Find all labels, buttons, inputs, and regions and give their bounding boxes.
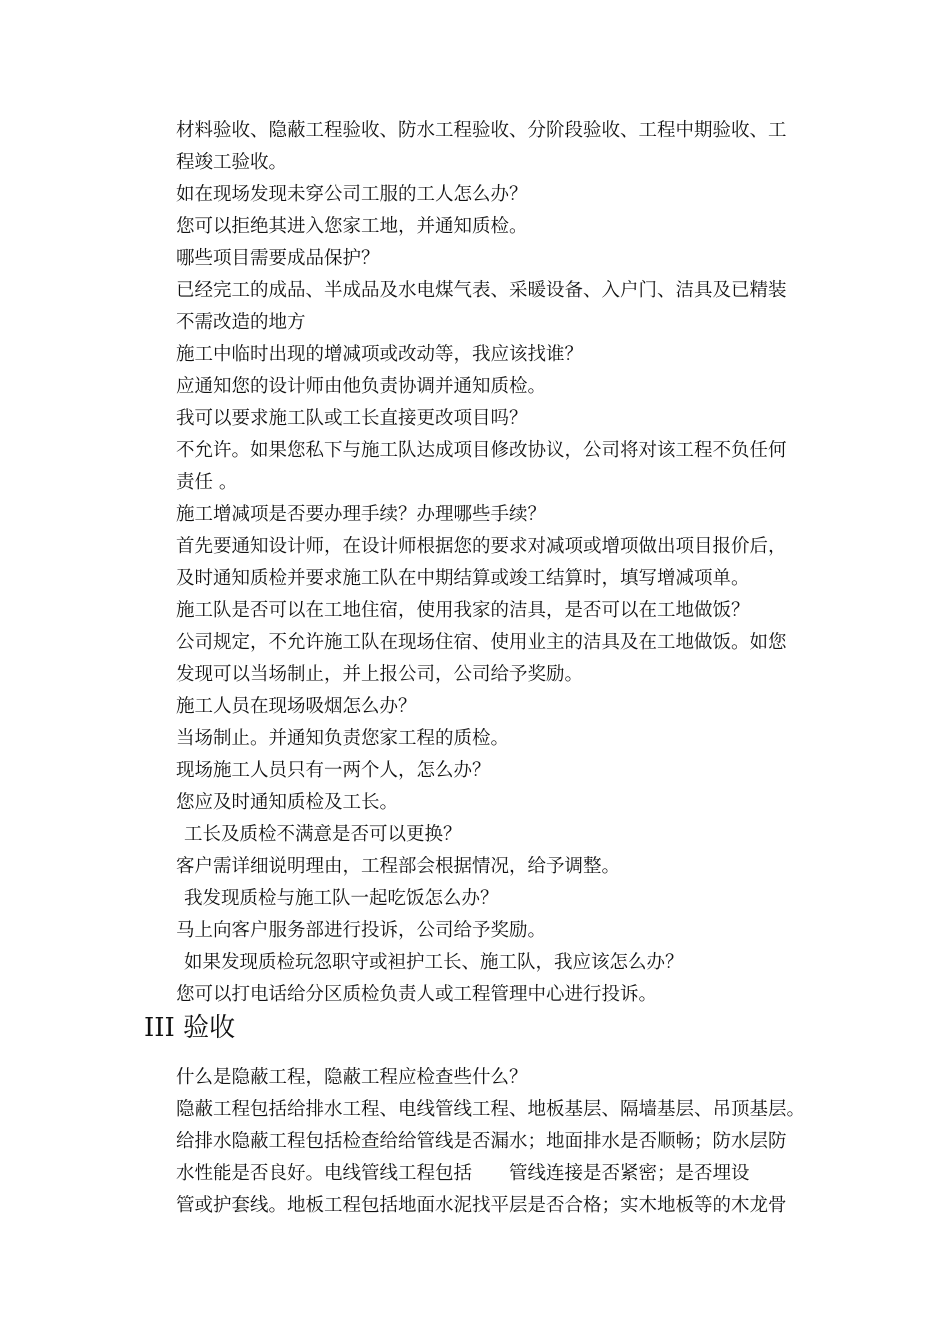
question-line: 什么是隐蔽工程，隐蔽工程应检查些什么？ [176, 1067, 528, 1088]
question-line: 我可以要求施工队或工长直接更改项目吗？ [176, 408, 528, 429]
answer-line: 您应及时通知质检及工长。 [176, 792, 399, 813]
answer-line: 已经完工的成品、半成品及水电煤气表、采暖设备、入户门、洁具及已精装 [176, 280, 787, 301]
question-line: 如在现场发现未穿公司工服的工人怎么办？ [176, 184, 528, 205]
question-line: 施工队是否可以在工地住宿，使用我家的洁具，是否可以在工地做饭？ [176, 600, 750, 621]
faq-section [176, 115, 826, 1011]
answer-line: 首先要通知设计师，在设计师根据您的要求对减项或增项做出项目报价后， [176, 536, 787, 557]
answer-line: 当场制止。并通知负责您家工程的质检。 [176, 728, 510, 749]
text-line: 隐蔽工程包括给排水工程、电线管线工程、地板基层、隔墙基层、吊顶基层。 [176, 1099, 806, 1120]
text-line: 给排水隐蔽工程包括检查给给管线是否漏水；地面排水是否顺畅；防水层防 [176, 1131, 787, 1152]
text-line: 水性能是否良好。电线管线工程包括 管线连接是否紧密；是否埋设 [176, 1163, 750, 1184]
question-line: 哪些项目需要成品保护？ [176, 248, 380, 269]
question-line: 施工增减项是否要办理手续？办理哪些手续？ [176, 504, 547, 525]
question-line: 我发现质检与施工队一起吃饭怎么办？ [184, 888, 499, 909]
answer-line: 发现可以当场制止，并上报公司，公司给予奖励。 [176, 664, 584, 685]
text-line: 材料验收、隐蔽工程验收、防水工程验收、分阶段验收、工程中期验收、工 [176, 120, 787, 141]
question-line: 工长及质检不满意是否可以更换？ [184, 824, 462, 845]
answer-line: 责任 。 [176, 472, 238, 493]
text-line: 管或护套线。地板工程包括地面水泥找平层是否合格；实木地板等的木龙骨 [176, 1195, 787, 1216]
text-line: 程竣工验收。 [176, 152, 288, 173]
answer-line: 您可以拒绝其进入您家工地，并通知质检。 [176, 216, 528, 237]
answer-line: 不需改造的地方 [176, 312, 306, 333]
section-heading: III 验收 [144, 1013, 236, 1043]
answer-line: 不允许。如果您私下与施工队达成项目修改协议，公司将对该工程不负任何 [176, 440, 787, 461]
answer-line: 马上向客户服务部进行投诉，公司给予奖励。 [176, 920, 547, 941]
inspection-section [176, 1062, 826, 1222]
answer-line: 公司规定，不允许施工队在现场住宿、使用业主的洁具及在工地做饭。如您 [176, 632, 787, 653]
answer-line: 客户需详细说明理由，工程部会根据情况，给予调整。 [176, 856, 621, 877]
question-line: 如果发现质检玩忽职守或袒护工长、施工队，我应该怎么办？ [184, 952, 684, 973]
answer-line: 您可以打电话给分区质检负责人或工程管理中心进行投诉。 [176, 984, 658, 1005]
answer-line: 应通知您的设计师由他负责协调并通知质检。 [176, 376, 547, 397]
question-line: 施工人员在现场吸烟怎么办？ [176, 696, 417, 717]
question-line: 施工中临时出现的增减项或改动等，我应该找谁？ [176, 344, 584, 365]
question-line: 现场施工人员只有一两个人，怎么办？ [176, 760, 491, 781]
answer-line: 及时通知质检并要求施工队在中期结算或竣工结算时，填写增减项单。 [176, 568, 750, 589]
